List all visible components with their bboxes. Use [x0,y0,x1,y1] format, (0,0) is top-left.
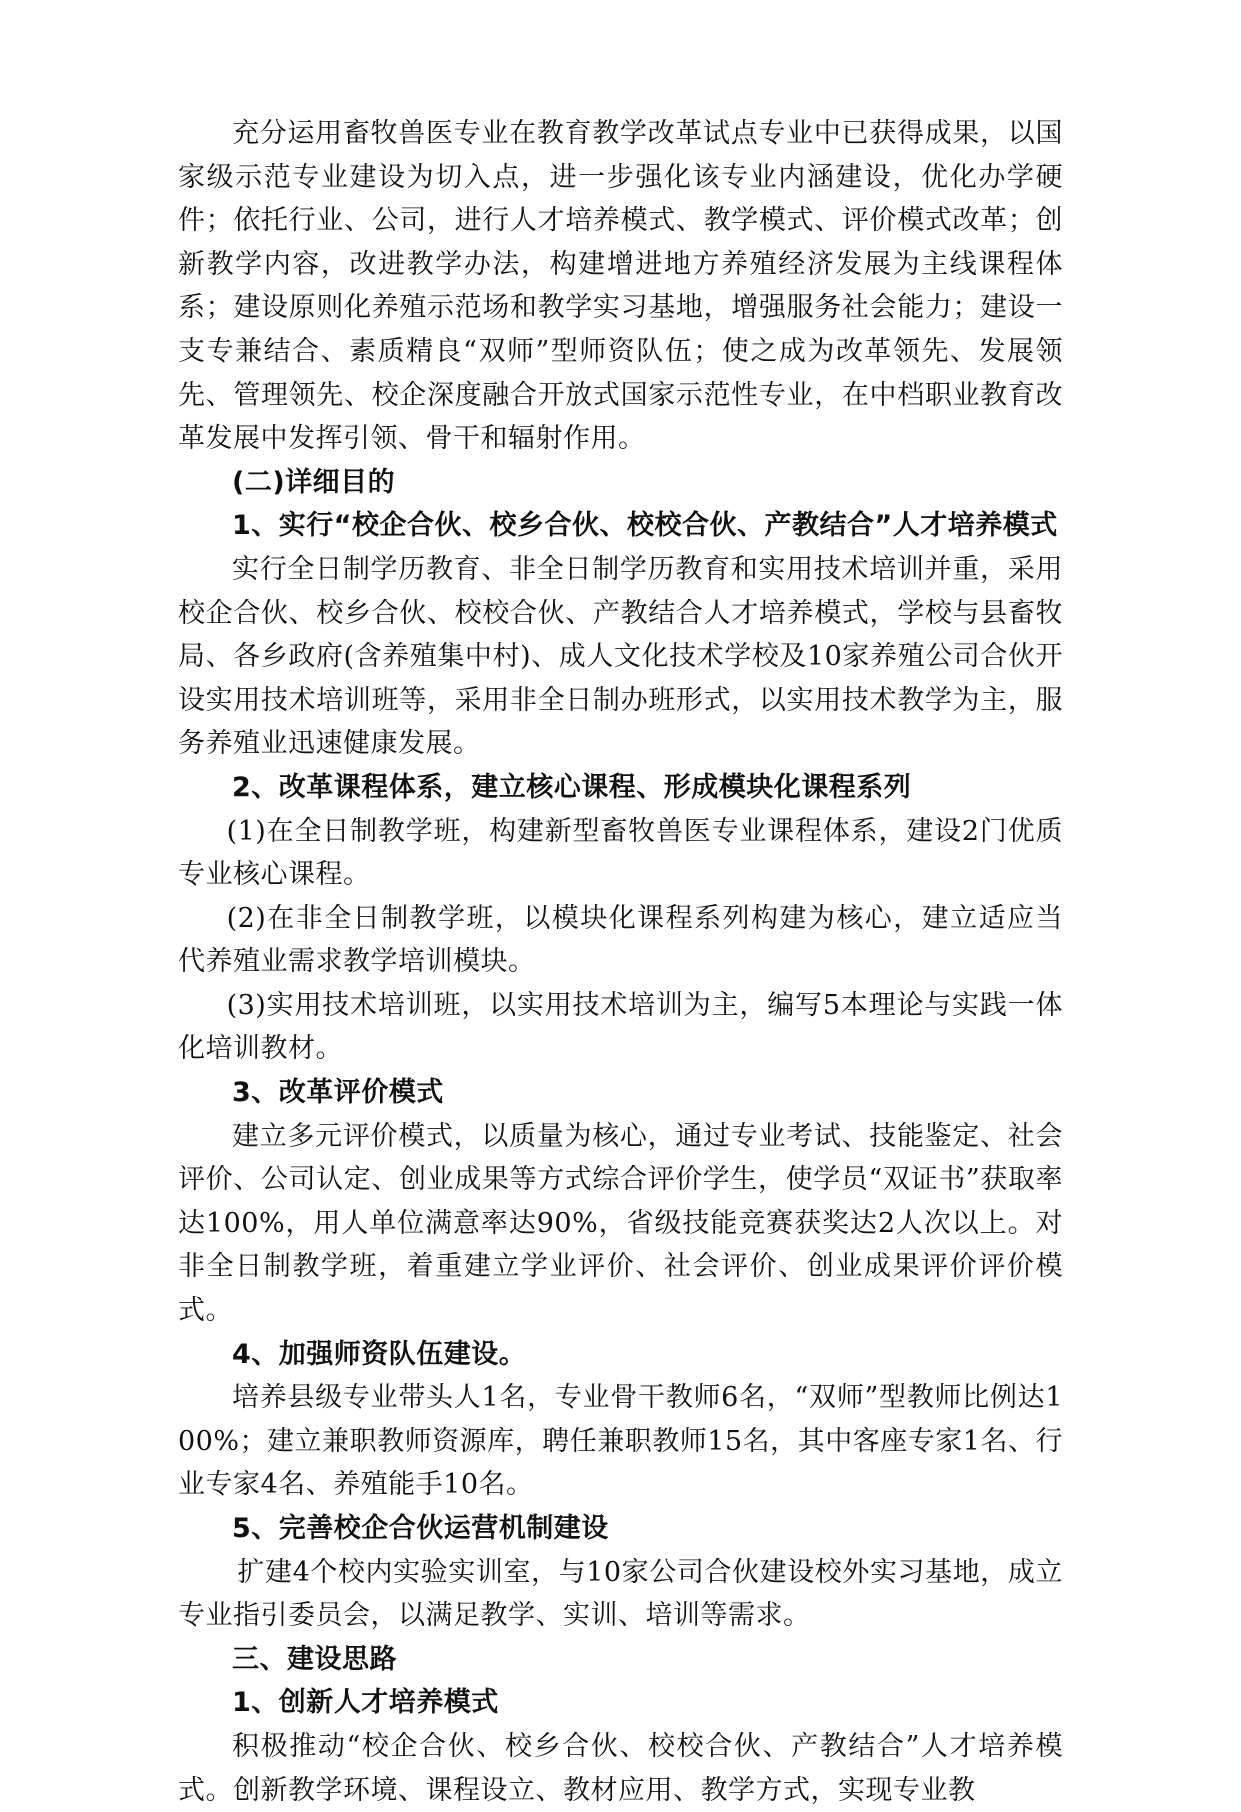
goal-2-item-2: (2)在非全日制教学班，以模块化课程系列构建为核心，建立适应当代养殖业需求教学培训模块。 [178,902,1063,978]
idea-1-paragraph: 积极推动“校企合伙、校乡合伙、校校合伙、产教结合”人才培养模式。创新教学环境、课程设立、教材应用、教学方式，实现专业教 [178,1730,1063,1806]
goal-1-heading: 1、实行“校企合伙、校乡合伙、校校合伙、产教结合”人才培养模式 [232,510,1058,542]
goal-4-paragraph: 培养县级专业带头人1名，专业骨干教师6名，“双师”型教师比例达100%；建立兼职教师资源库，聘任兼职教师15名，其中客座专家1名、行业专家4名、养殖能手10名。 [178,1382,1063,1501]
goal-3-heading: 3、改革评价模式 [232,1077,444,1109]
intro-paragraph: 充分运用畜牧兽医专业在教育教学改革试点专业中已获得成果，以国家级示范专业建设为切入点，进一步强化该专业内涵建设，优化办学硬件；依托行业、公司，进行人才培养模式、教学模式、评价模式改革；创新教学内容，改进教学办法，构建增进地方养殖经济发展为主线课程体系；建设原则化养殖示范场和教学实习基地，增强服务社会能力；建设一支专兼结合、素质精良“双师”型师资队伍；使之成为改革领先、发展领先、管理领先、校企深度融合开放式国家示范性专业，在中档职业教育改革发展中发挥引领、骨干和辐射作用。 [178,118,1063,455]
section-heading-specific-goals: (二)详细目的 [232,466,396,498]
goal-2-item-1: (1)在全日制教学班，构建新型畜牧兽医专业课程体系，建设2门优质专业核心课程。 [178,815,1063,891]
goal-5-heading: 5、完善校企合伙运营机制建设 [232,1513,609,1544]
section-heading-ideas: 三、建设思路 [232,1643,397,1675]
goal-3-paragraph: 建立多元评价模式，以质量为核心，通过专业考试、技能鉴定、社会评价、公司认定、创业成果等方式综合评价学生，使学员“双证书”获取率达100%，用人单位满意率达90%，省级技能竞赛获奖达2人次以上。对非全日制教学班，着重建立学业评价、社会评价、创业成果评价评价模式。 [178,1120,1063,1327]
goal-2-item-3: (3)实用技术培训班，以实用技术培训为主，编写5本理论与实践一体化培训教材。 [178,989,1063,1065]
goal-2-heading: 2、改革课程体系，建立核心课程、形成模块化课程系列 [232,771,912,803]
goal-1-paragraph: 实行全日制学历教育、非全日制学历教育和实用技术培训并重，采用校企合伙、校乡合伙、校校合伙、产教结合人才培养模式，学校与县畜牧局、各乡政府(含养殖集中村)、成人文化技术学校及10家养殖公司合伙开设实用技术培训班等，采用非全日制办班形式，以实用技术教学为主，服务养殖业迅速健康发展。 [178,553,1063,760]
document-body [178,112,1063,1812]
goal-4-heading: 4、加强师资队伍建设。 [232,1338,527,1370]
idea-1-heading: 1、创新人才培养模式 [232,1687,499,1719]
goal-5-paragraph: 扩建4个校内实验实训室，与10家公司合伙建设校外实习基地，成立专业指引委员会，以满足教学、实训、培训等需求。 [178,1556,1063,1632]
